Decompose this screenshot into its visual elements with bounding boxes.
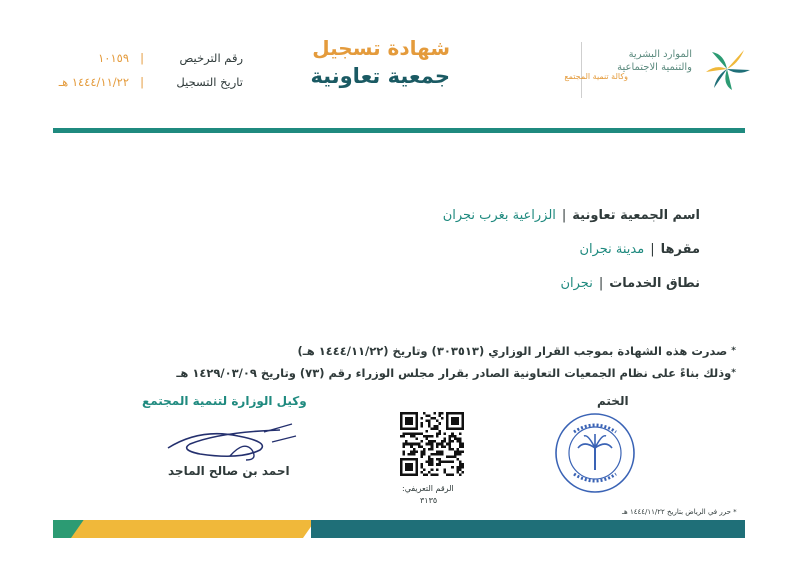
license-row: [43, 46, 243, 70]
certificate-title: شهادة تسجيل: [312, 36, 450, 60]
ministry-name: [617, 48, 692, 74]
palm-logo-icon: [702, 44, 752, 94]
field-separator: |: [598, 275, 604, 291]
note-line-1: [176, 340, 736, 362]
signatory-title: وكيل الوزارة لتنمية المجتمع: [142, 394, 307, 408]
id-label: الرقم التعريفي:: [402, 484, 454, 493]
note-star: *: [731, 346, 736, 356]
issue-footnote: * حرر في الرياض بتاريخ ١٤٤٤/١١/٢٢ هـ: [622, 508, 737, 516]
license-separator: |: [140, 51, 144, 65]
field-value: الزراعية بغرب نجران: [442, 207, 556, 223]
ministry-logo: [558, 40, 758, 100]
ministry-name-line2: والتنمية الاجتماعية: [617, 62, 692, 73]
field-service-scope: [443, 266, 700, 300]
logo-divider: [581, 42, 582, 98]
license-value: ١٠١٥٩: [98, 51, 129, 65]
stamp-label: الختم: [597, 394, 629, 408]
field-label: مقرها: [660, 241, 700, 257]
note-line-2: [176, 362, 736, 384]
note-text: صدرت هذه الشهادة بموجب القرار الوزاري (٣٠٣٥١٣) وتاريخ (١٤٤٤/١١/٢٢ هـ): [297, 344, 728, 358]
signatory-name: احمد بن صالح الماجد: [168, 464, 290, 478]
id-value: ٣١٣٥: [420, 496, 438, 505]
field-label: نطاق الخدمات: [609, 275, 700, 291]
field-value: مدينة نجران: [579, 241, 645, 257]
registration-value: ١٤٤٤/١١/٢٢ هـ: [58, 75, 129, 89]
field-separator: |: [650, 241, 655, 257]
registration-label: تاريخ التسجيل: [176, 75, 243, 89]
field-headquarters: [443, 232, 700, 266]
association-details: [443, 198, 700, 300]
field-label: اسم الجمعية تعاونية: [572, 207, 700, 223]
note-star: *: [731, 368, 736, 378]
agency-name: وكالة تنمية المجتمع: [564, 72, 628, 81]
certificate-subtitle: جمعية تعاونية: [310, 64, 450, 88]
license-label: رقم الترخيص: [179, 51, 243, 65]
registration-separator: |: [140, 75, 144, 89]
footer-bar-teal: [311, 520, 745, 538]
certificate-notes: [176, 340, 736, 384]
footer-bar-orange: [71, 520, 316, 538]
qr-code: [400, 412, 464, 476]
signature-image: [160, 420, 300, 470]
header-divider: [53, 128, 745, 133]
official-stamp-icon: [554, 412, 636, 494]
note-text: وذلك بناءً على نظام الجمعيات التعاونية الصادر بقرار مجلس الوزراء رقم (٧٣) وتاريخ ١٤٢٩/٠٣/٠٩ هـ: [176, 366, 732, 380]
ministry-name-line1: الموارد البشرية: [628, 49, 692, 60]
certificate-meta: [43, 46, 243, 94]
registration-row: [43, 70, 243, 94]
field-separator: |: [561, 207, 567, 223]
footer-color-bars: [53, 520, 745, 538]
field-value: نجران: [560, 275, 593, 291]
field-association-name: [443, 198, 700, 232]
